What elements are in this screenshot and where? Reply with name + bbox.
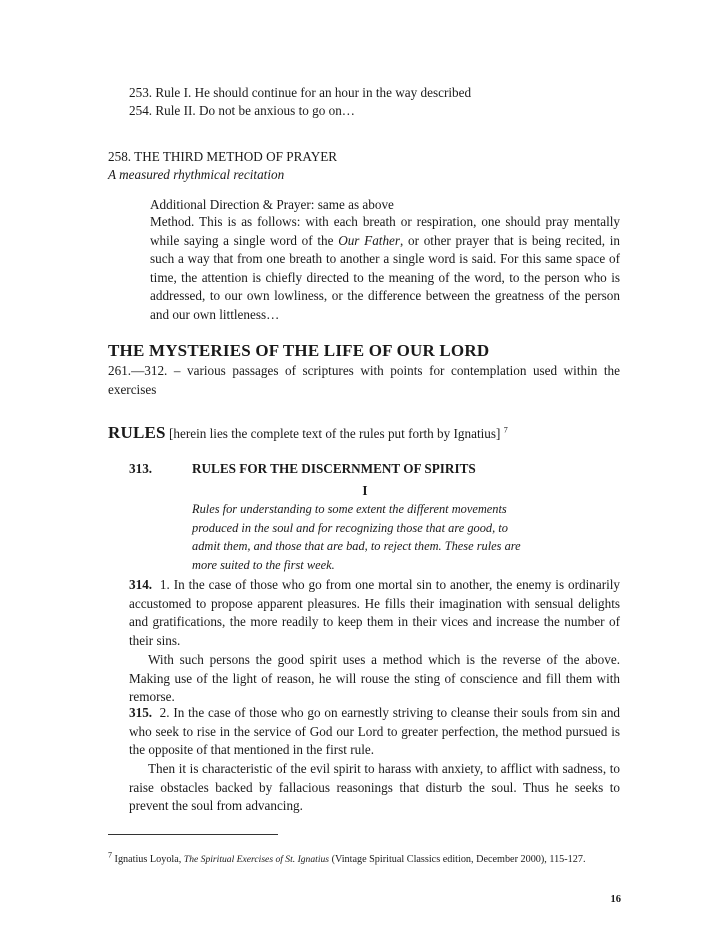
page-number: 16 (610, 893, 621, 905)
item-254: 254. Rule II. Do not be anxious to go on… (129, 103, 355, 118)
rules-heading-line (108, 424, 508, 443)
rules-heading: RULES (108, 423, 166, 442)
footnote-mark: 7 (108, 850, 112, 860)
rules-note: [herein lies the complete text of the rules put forth by Ignatius] (168, 426, 501, 441)
rule-315-text-1: 2. In the case of those who go on earnestly striving to cleanse their souls from sin and who seek to rise in the service of God our Lord to greater perfection, the method pursued is the opposite of that mentioned in the first rule. (129, 705, 621, 758)
mysteries-text: 261.—312. – various passages of scriptures with points for contemplation used within the exercises (108, 363, 620, 397)
footnote-title: The Spiritual Exercises of St. Ignatius (183, 854, 330, 866)
footnote-rest: (Vintage Spiritual Classics edition, December 2000), 115-127. (329, 854, 586, 866)
rule-315-number: 315. (129, 705, 153, 720)
section-258-subtitle: A measured rhythmical recitation (108, 167, 285, 182)
additional-direction: Additional Direction & Prayer: same as above (150, 197, 394, 212)
method-text-italic: Our Father (338, 232, 401, 248)
rule-315-paragraph-1 (129, 704, 620, 760)
rule-314-text-1: 1. In the case of those who go from one mortal sin to another, the enemy is ordinarily accustomed to propose apparent pleasures. He fills their imagination with sensual delights and gratifications, the more readily to keep them in their vices and increase the number of their sins. (129, 577, 621, 648)
rule-314-number: 314. (129, 577, 153, 592)
footnote-divider (108, 834, 278, 835)
rule-314-paragraph-2: With such persons the good spirit uses a method which is the reverse of the above. Making use of the light of reason, he will rouse the sting of conscience and fill them with remorse. (129, 652, 620, 705)
rules-title: RULES FOR THE DISCERNMENT OF SPIRITS (192, 461, 476, 476)
rule-313-number: 313. (129, 461, 153, 476)
footnote-ref: 7 (503, 425, 508, 435)
section-258-heading: 258. THE THIRD METHOD OF PRAYER (108, 149, 338, 164)
footnote-author: Ignatius Loyola, (114, 854, 184, 866)
method-paragraph (150, 213, 620, 325)
item-253: 253. Rule I. He should continue for an hour in the way described (129, 85, 472, 100)
method-text-start: Method. This is as follows: with each breath or respiration, one should pray mentally while saying a single word of the (150, 214, 620, 248)
rules-intro: Rules for understanding to some extent the different movements produced in the soul and for recognizing those that are good, to admit them, and those that are bad, to reject them. These rules are more suited to the first week. (192, 502, 521, 572)
mysteries-heading: THE MYSTERIES OF THE LIFE OF OUR LORD (108, 341, 490, 360)
method-text-end: , or other prayer that is being recited, in such a way that from one breath to another a single word is said. For this same space of time, the attention is chiefly directed to the meaning of the word, to the person who is addressed, to our own lowliness, or the difference between the greatness of the person and our own littleness… (150, 232, 620, 322)
roman-numeral: I (362, 483, 368, 498)
footnote (108, 850, 586, 867)
rule-315-paragraph-2: Then it is characteristic of the evil spirit to harass with anxiety, to afflict with sadness, to raise obstacles backed by fallacious reasonings that disturb the soul. Thus he seeks to prevent the soul from advancing. (129, 761, 620, 814)
rule-314-paragraph-1 (129, 576, 620, 650)
